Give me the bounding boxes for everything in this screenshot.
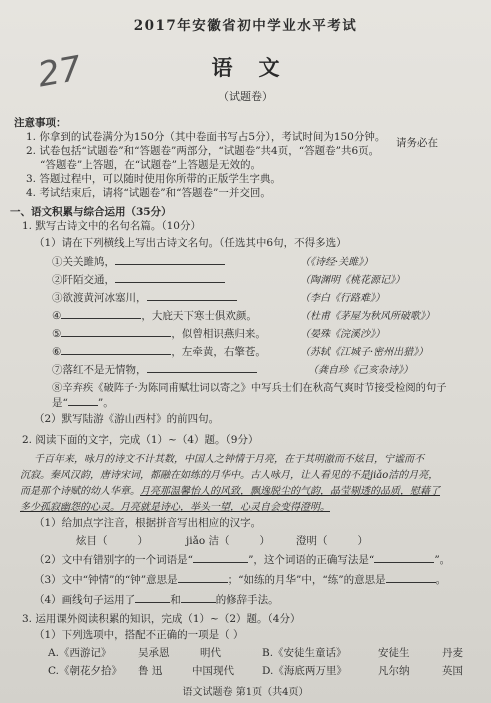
- option-a-author: 吴承恩: [138, 647, 170, 659]
- poem-line-5: ⑤ ，似曾相识燕归来。: [52, 325, 266, 341]
- option-c-author: 鲁 迅: [138, 665, 163, 677]
- option-a-country: 明代: [200, 647, 221, 659]
- answer-blank[interactable]: [115, 271, 225, 283]
- answer-blank[interactable]: [181, 591, 216, 603]
- notice-note-right: 请务必在: [396, 137, 438, 149]
- handwritten-number: 27: [34, 48, 85, 96]
- subject-title: 语文: [211, 55, 306, 80]
- option-c-country: 中国现代: [192, 665, 234, 677]
- poem-source-5: （晏殊《浣溪沙》）: [300, 329, 385, 340]
- poem-source-1: （《诗经·关雎》）: [300, 257, 374, 268]
- q2-sub2: （2）文中有错别字的一个词语是“ ”，这个词语的正确写法是“ ”。: [34, 551, 450, 567]
- answer-blank[interactable]: [178, 571, 228, 583]
- poem-line-4: ④ ，大庇天下寒士俱欢颜。: [52, 307, 257, 323]
- q1-sub2: （2）默写陆游《游山西村》的前四句。: [34, 413, 220, 425]
- poem-line-8: ⑧辛弃疾《破阵子·为陈同甫赋壮词以寄之》中写兵士们在秋高气爽时节接受检阅的句子: [52, 382, 447, 394]
- answer-blank[interactable]: [386, 571, 436, 583]
- answer-blank[interactable]: [61, 343, 171, 355]
- answer-blank[interactable]: [61, 307, 141, 319]
- answer-blank[interactable]: [147, 289, 237, 301]
- option-b-country: 丹麦: [442, 647, 463, 659]
- notice-item-3: 3. 答题过程中，可以随时使用你所带的正版学生字典。: [26, 173, 281, 185]
- poem-line-2: ②阡陌交通，: [52, 271, 225, 287]
- passage-line-4: 多少孤寂幽怨的心灵。月亮就是诗心，举头一望，心灵自会变得澄明。: [20, 502, 330, 513]
- passage-line-3: 而是那个诗赋的幼人华章。月亮那温馨怡人的风致，飘逸脱尘的气韵，晶莹剔透的品质，慰藉了: [20, 486, 440, 497]
- poem-source-4: （杜甫《茅屋为秋风所破歌》）: [300, 311, 435, 322]
- notice-item-2b: “答题卷”上答题，在“试题卷”上答题是无效的。: [40, 159, 261, 171]
- poem-line-7: ⑦落红不是无情物，: [52, 361, 257, 377]
- answer-blank[interactable]: [374, 551, 434, 563]
- section-title: 一、语文积累与综合运用（35分）: [10, 206, 172, 218]
- notice-title: 注意事项：: [14, 117, 67, 129]
- poem-line-6: ⑥ ，左牵黄，右擎苍。: [52, 343, 266, 359]
- passage-line-2: 沉寂。秦风汉韵，唐诗宋词，都融在如练的月华中。古人咏月，让人看见的不是jiǎo洁的月亮，: [20, 470, 439, 481]
- q2-sub1: （1）给加点字注音，根据拼音写出相应的汉字。: [34, 517, 262, 529]
- notice-item-4: 4. 考试结束后，请将“试题卷”和“答题卷”一并交回。: [26, 187, 271, 199]
- paper-type: （试题卷）: [218, 90, 273, 103]
- option-d-country: 英国: [442, 665, 463, 677]
- answer-blank[interactable]: [135, 591, 170, 603]
- option-d-title: D.《海底两万里》: [262, 665, 347, 677]
- answer-blank[interactable]: [61, 325, 171, 337]
- answer-blank[interactable]: [147, 361, 257, 373]
- poem-line-3: ③欲渡黄河冰塞川，: [52, 289, 237, 305]
- poem-source-3: （李白《行路难》）: [300, 293, 385, 304]
- option-c-title: C.《朝花夕拾》: [48, 665, 122, 677]
- passage-line-1: 千百年来，咏月的诗文不计其数，中国人之钟情于月亮，在于其明澈而不炫目，宁谧而不: [34, 454, 424, 465]
- q2-word-1: 炫目（ ）: [76, 535, 148, 547]
- notice-item-2: 2. 试卷包括“试题卷”和“答题卷”两部分，“试题卷”共4页，“答题卷”共6页。: [26, 145, 380, 157]
- answer-blank[interactable]: [115, 253, 225, 265]
- q2-sub4: （4）画线句子运用了 和 的修辞手法。: [34, 591, 279, 607]
- q3-title: 3. 运用课外阅读积累的知识，完成（1）~（2）题。（4分）: [22, 613, 301, 625]
- exam-title: 2017年安徽省初中学业水平考试: [133, 18, 358, 34]
- option-b-title: B.《安徒生童话》: [262, 647, 347, 659]
- q2-title: 2. 阅读下面的文字，完成（1）~（4）题。（9分）: [22, 434, 259, 446]
- q1-sub1: （1）请在下列横线上写出古诗文名句。（任选其中6句，不得多选）: [34, 237, 347, 249]
- q2-word-2: jiǎo 洁（ ）: [186, 535, 271, 547]
- q2-sub3: （3）文中“钟情”的“钟”意思是 ；“如练的月华”中，“练”的意思是 。: [34, 571, 446, 587]
- poem-line-8-answer: 是“ ”。: [52, 394, 114, 410]
- poem-source-7: （龚自珍《己亥杂诗》）: [308, 365, 413, 376]
- option-a-title: A.《西游记》: [48, 647, 112, 659]
- poem-line-1: ①关关雎鸠，: [52, 253, 225, 269]
- notice-item-1: 1. 你拿到的试卷满分为150分（其中卷面书写占5分），考试时间为150分钟。: [26, 131, 386, 143]
- page-footer: 语文试题卷 第1页（共4页）: [182, 687, 309, 698]
- poem-source-2: （陶渊明《桃花源记》）: [300, 275, 405, 286]
- q2-word-3: 澄明（ ）: [296, 535, 368, 547]
- option-b-author: 安徒生: [378, 647, 410, 659]
- poem-source-6: （苏轼《江城子·密州出猎》）: [300, 347, 429, 358]
- q1-title: 1. 默写古诗文中的名句名篇。（10分）: [22, 220, 201, 232]
- option-d-author: 凡尔纳: [378, 665, 410, 677]
- q3-sub1: （1）下列选项中，搭配不正确的一项是（ ）: [34, 629, 244, 641]
- answer-blank[interactable]: [193, 551, 248, 563]
- answer-blank[interactable]: [68, 394, 98, 406]
